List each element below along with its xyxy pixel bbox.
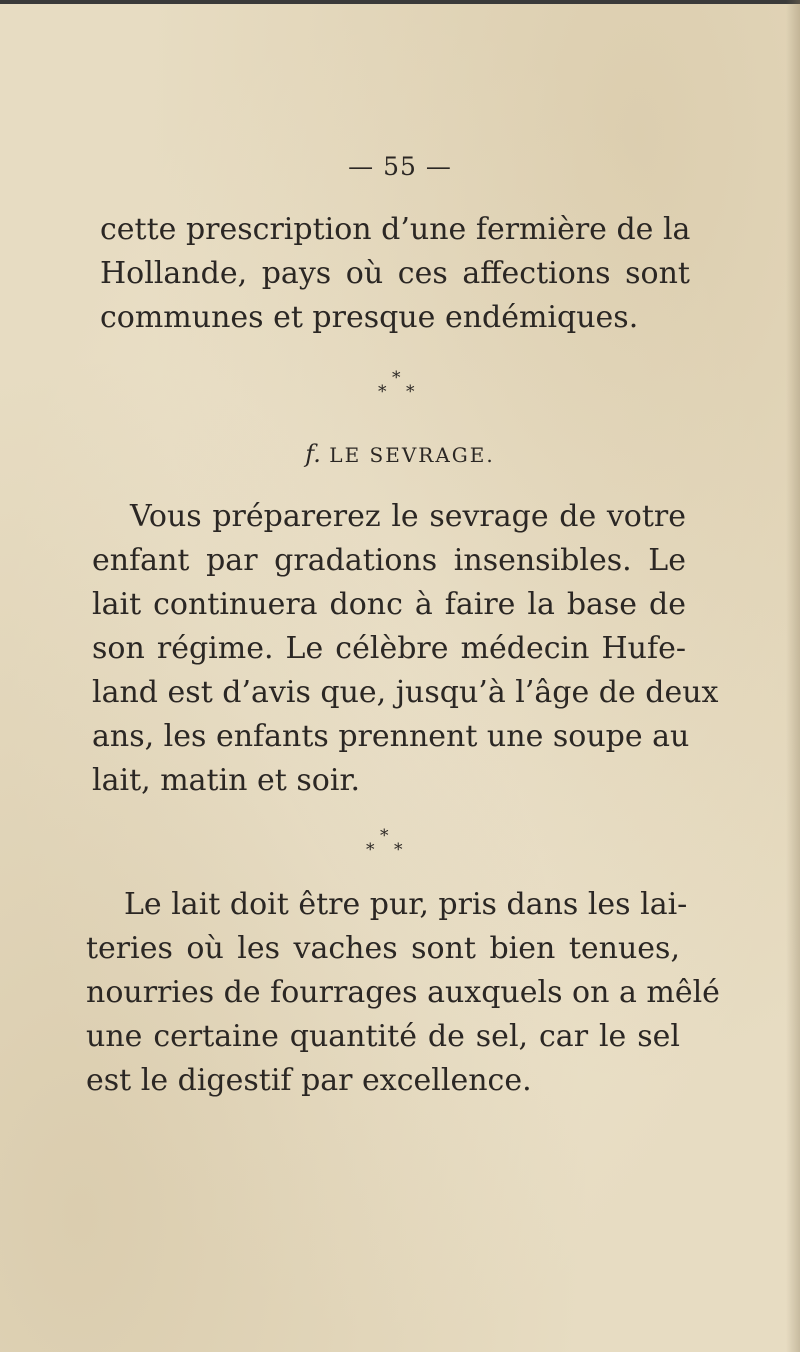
section-heading	[0, 440, 800, 468]
asterisk-icon: *	[392, 368, 401, 388]
text-line: son régime. Le célèbre médecin Hufe-	[92, 631, 686, 666]
asterisk-icon: *	[366, 840, 375, 860]
text-line: lait, matin et soir.	[92, 763, 361, 798]
text-line: Vous préparerez le sevrage de votre	[130, 499, 686, 534]
text-line: une certaine quantité de sel, car le sel	[86, 1019, 680, 1054]
text-line: ans, les enfants prennent une soupe au	[92, 719, 690, 754]
text-line: Hollande, pays où ces affections sont	[100, 256, 690, 291]
asterism-separator	[362, 828, 422, 868]
text-line: Le lait doit être pur, pris dans les lai-	[124, 887, 688, 922]
text-line: cette prescription d’une fermière de la	[100, 212, 691, 247]
asterism-separator	[374, 370, 434, 410]
text-line: lait continuera donc à faire la base de	[92, 587, 686, 622]
text-line: nourries de fourrages auxquels on a mêlé	[86, 975, 720, 1010]
asterisk-icon: *	[380, 826, 389, 846]
text-line: teries où les vaches sont bien tenues,	[86, 931, 680, 966]
paragraph-2	[92, 495, 719, 803]
text-line: communes et presque endémiques.	[100, 300, 639, 335]
paragraph-1	[100, 208, 690, 340]
paragraph-3	[86, 883, 720, 1103]
asterisk-icon: *	[378, 382, 387, 402]
section-title: LE SEVRAGE.	[329, 443, 495, 467]
text-line: enfant par gradations insensibles. Le	[92, 543, 686, 578]
section-marker: f.	[305, 440, 321, 468]
page-right-edge-shadow	[786, 0, 800, 1352]
page-top-edge	[0, 0, 800, 4]
asterisk-icon: *	[406, 382, 415, 402]
page-number: — 55 —	[348, 152, 452, 181]
text-line: est le digestif par excellence.	[86, 1063, 532, 1098]
asterisk-icon: *	[394, 840, 403, 860]
text-line: land est d’avis que, jusqu’à l’âge de deux	[92, 675, 719, 710]
